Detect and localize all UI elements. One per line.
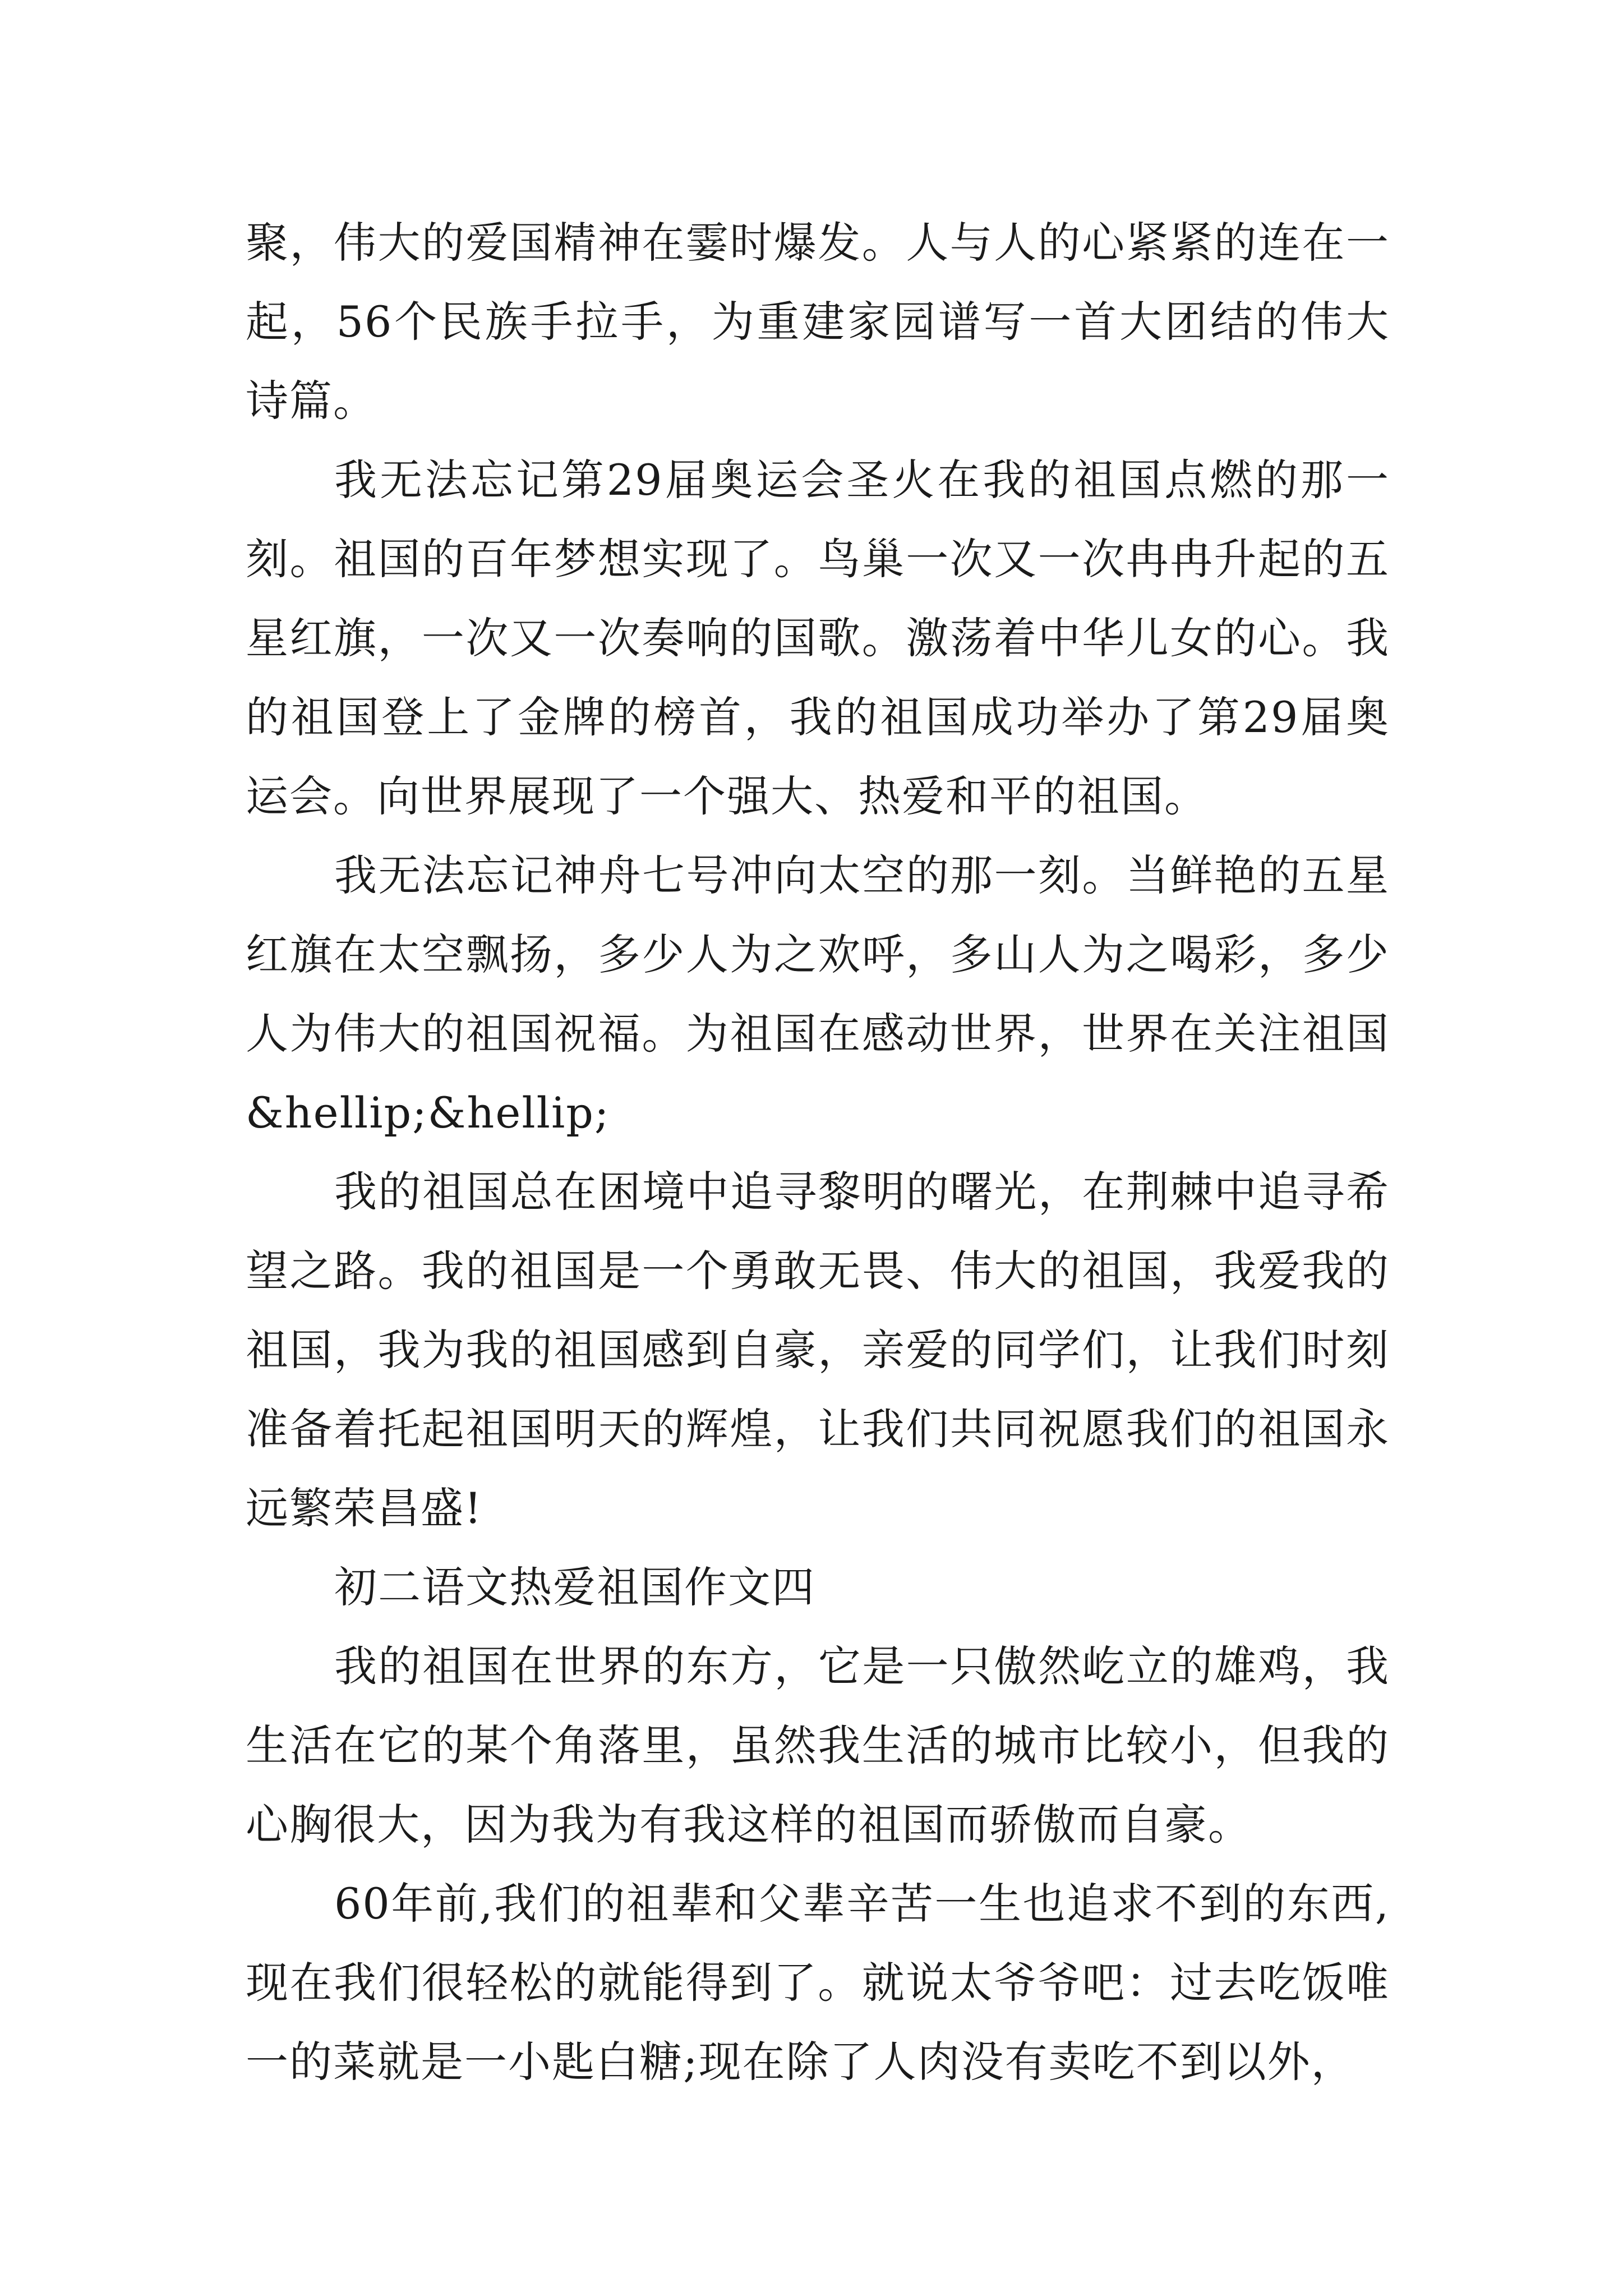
paragraph: 我的祖国在世界的东方，它是一只傲然屹立的雄鸡，我生活在它的某个角落里，虽然我生活的城市比较小，但我的心胸很大，因为我为有我这样的祖国而骄傲而自豪。	[246, 1641, 1390, 1849]
paragraph: 我无法忘记神舟七号冲向太空的那一刻。当鲜艳的五星红旗在太空飘扬，多少人为之欢呼，多山人为之喝彩，多少人为伟大的祖国祝福。为祖国在感动世界，世界在关注祖国&hellip;&hellip;	[246, 850, 1390, 1138]
paragraph: 我的祖国总在困境中追寻黎明的曙光，在荆棘中追寻希望之路。我的祖国是一个勇敢无畏、伟大的祖国，我爱我的祖国，我为我的祖国感到自豪，亲爱的同学们，让我们时刻准备着托起祖国明天的辉煌，让我们共同祝愿我们的祖国永远繁荣昌盛!	[246, 1167, 1390, 1533]
paragraph: 我无法忘记第29届奥运会圣火在我的祖国点燃的那一刻。祖国的百年梦想实现了。鸟巢一次又一次冉冉升起的五星红旗，一次又一次奏响的国歌。激荡着中华儿女的心。我的祖国登上了金牌的榜首，我的祖国成功举办了第29届奥运会。向世界展现了一个强大、热爱和平的祖国。	[246, 455, 1390, 821]
paragraph: 聚，伟大的爱国精神在霎时爆发。人与人的心紧紧的连在一起，56个民族手拉手，为重建家园谱写一首大团结的伟大诗篇。	[246, 218, 1390, 426]
essay-body	[246, 203, 1390, 2101]
section-heading: 初二语文热爱祖国作文四	[334, 1562, 815, 1612]
paragraph: 60年前,我们的祖辈和父辈辛苦一生也追求不到的东西,现在我们很轻松的就能得到了。就说太爷爷吧：过去吃饭唯一的菜就是一小匙白糖;现在除了人肉没有卖吃不到以外，	[246, 1879, 1390, 2087]
